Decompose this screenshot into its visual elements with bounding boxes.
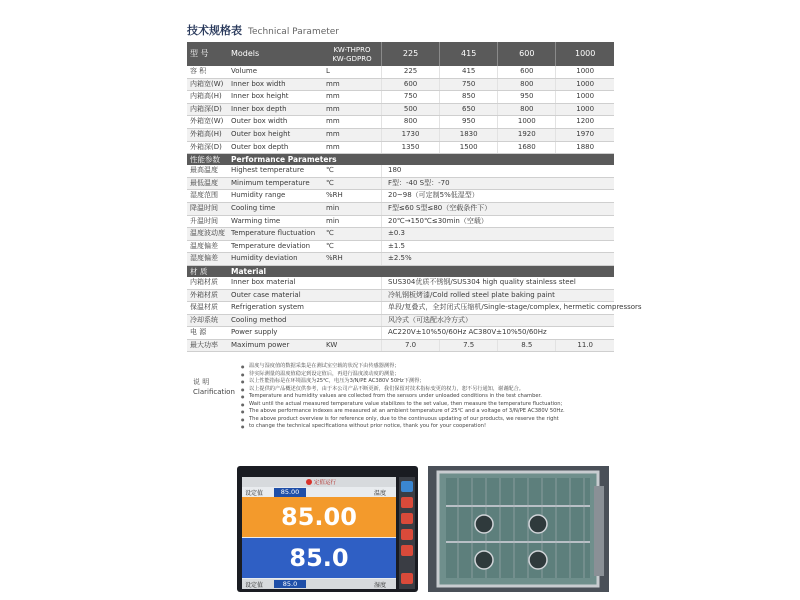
row-value: 950 [440, 116, 498, 129]
row-unit: mm [320, 116, 382, 129]
clarification-label [193, 377, 233, 397]
row-value: 750 [382, 91, 440, 104]
table-row [187, 314, 614, 327]
row-value: ±1.5 [382, 240, 615, 253]
table-row [187, 277, 614, 289]
header-size-415: 415 [440, 42, 498, 66]
header-model-series [320, 42, 382, 66]
table-row [187, 91, 614, 104]
row-label-en: Temperature deviation [228, 240, 320, 253]
row-label-zh: 湿度范围 [187, 190, 228, 203]
table-row [187, 228, 614, 241]
row-label-en: Maximum power [228, 339, 320, 352]
row-value: 1970 [556, 128, 614, 141]
clarification [187, 363, 614, 443]
clarification-note: ● 待实际测量的温度值稳定到设定值后，再进行温度波动度的测量； [241, 371, 613, 379]
set-label-humidity: 设定值 [245, 582, 264, 589]
chamber-interior-photo [428, 466, 609, 592]
table-row [187, 215, 614, 228]
section-performance [187, 154, 614, 166]
clarification-note: ● to change the technical specifications without prior notice, thank you for your cooperation! [241, 423, 613, 431]
side-button-4[interactable] [401, 529, 413, 540]
section-performance-zh: 性能参数 [187, 154, 228, 166]
spec-title [187, 22, 339, 38]
row-label-en: Volume [228, 66, 320, 78]
header-row [187, 42, 614, 66]
row-label-en: Inner box material [228, 277, 320, 289]
row-value: 冷轧钢板烤漆/Cold rolled steel plate baking paint [382, 289, 615, 302]
header-en: Models [228, 42, 320, 66]
row-value: ±2.5% [382, 253, 615, 266]
controller-side-panel [399, 477, 415, 589]
row-label-zh: 冷却系统 [187, 314, 228, 327]
unit-label-humidity: 湿度 [374, 582, 387, 589]
row-label-en: Outer case material [228, 289, 320, 302]
model-line-2: KW-GDPRO [332, 55, 372, 63]
row-label-en: Cooling time [228, 202, 320, 215]
row-value: 1000 [498, 116, 556, 129]
row-label-zh: 内箱高(H) [187, 91, 228, 104]
row-value: 风冷式（可选配水冷方式） [382, 314, 615, 327]
row-value: 225 [382, 66, 440, 78]
set-value-temp: 85.00 [274, 488, 306, 497]
row-label-zh: 外箱材质 [187, 289, 228, 302]
screen-top-bar [242, 477, 396, 487]
section-material [187, 265, 614, 277]
clarification-notes [241, 363, 613, 431]
row-value: F型：-40 S型：-70 [382, 177, 615, 190]
row-value: 600 [382, 78, 440, 91]
row-value: 单段/复叠式，全封闭式压缩机/Single-stage/complex, hermetic compressors [382, 302, 615, 315]
row-label-zh: 外箱高(H) [187, 128, 228, 141]
row-label-zh: 温度波动度 [187, 228, 228, 241]
table-row [187, 128, 614, 141]
row-label-en: Warming time [228, 215, 320, 228]
row-label-zh: 内箱深(D) [187, 103, 228, 116]
row-label-en: Inner box depth [228, 103, 320, 116]
clarification-note: ● Temperature and humidity values are collected from the sensors under unloaded conditions in the test chamber. [241, 393, 613, 401]
row-unit: mm [320, 91, 382, 104]
row-value: 1000 [556, 91, 614, 104]
row-unit: mm [320, 78, 382, 91]
header-size-225: 225 [382, 42, 440, 66]
unit-label-temp: 温度 [374, 490, 387, 497]
row-unit: %RH [320, 190, 382, 203]
row-unit: KW [320, 339, 382, 352]
row-label-en: Highest temperature [228, 165, 320, 177]
section-material-zh: 材 质 [187, 265, 228, 277]
row-unit [320, 289, 382, 302]
row-unit [320, 314, 382, 327]
model-line-1: KW-THPRO [333, 46, 371, 54]
row-value: 8.5 [498, 339, 556, 352]
table-row [187, 116, 614, 129]
row-value: 850 [440, 91, 498, 104]
row-unit [320, 327, 382, 340]
row-label-en: Outer box width [228, 116, 320, 129]
run-mode-label: 定值运行 [314, 480, 337, 486]
row-value: 1200 [556, 116, 614, 129]
table-row [187, 165, 614, 177]
row-value: ±0.3 [382, 228, 615, 241]
clarification-note: ● The above product overview is for reference only, due to the continuous updating of our products, we reserve the right [241, 416, 613, 424]
set-value-humidity: 85.0 [274, 580, 306, 588]
row-unit [320, 277, 382, 289]
row-label-en: Outer box height [228, 128, 320, 141]
row-value: 1730 [382, 128, 440, 141]
section-performance-en: Performance Parameters [228, 154, 614, 166]
row-unit: min [320, 215, 382, 228]
row-value: 800 [382, 116, 440, 129]
pv-temperature: 85.00 [242, 497, 396, 537]
row-value: 500 [382, 103, 440, 116]
table-row [187, 253, 614, 266]
set-label-temp: 设定值 [245, 490, 264, 497]
row-unit [320, 302, 382, 315]
table-row [187, 240, 614, 253]
row-label-zh: 温度偏差 [187, 240, 228, 253]
row-label-zh: 保温材质 [187, 302, 228, 315]
controller-screen [242, 477, 396, 589]
row-value: 7.5 [440, 339, 498, 352]
row-value: 7.0 [382, 339, 440, 352]
row-value: 1880 [556, 141, 614, 154]
side-button-1[interactable] [401, 481, 413, 492]
row-label-zh: 内箱材质 [187, 277, 228, 289]
row-unit: mm [320, 103, 382, 116]
row-value: 800 [498, 103, 556, 116]
clarification-note: ● 温度与湿度值的数据采集是在测试室空载的状况下由传感器测得； [241, 363, 613, 371]
row-label-zh: 最大功率 [187, 339, 228, 352]
row-label-en: Outer box depth [228, 141, 320, 154]
header-zh: 型 号 [187, 42, 228, 66]
table-row [187, 141, 614, 154]
row-value: 1000 [556, 66, 614, 78]
row-value: 1000 [556, 78, 614, 91]
row-label-en: Inner box height [228, 91, 320, 104]
clarification-note: ● The above performance indexes are measured at an ambient temperature of 25℃ and a voltage of 3/N/PE AC380V 50Hz. [241, 408, 613, 416]
row-value: 800 [498, 78, 556, 91]
row-unit: mm [320, 141, 382, 154]
row-value: 750 [440, 78, 498, 91]
row-label-zh: 外箱宽(W) [187, 116, 228, 129]
row-value: 950 [498, 91, 556, 104]
row-value: 1830 [440, 128, 498, 141]
chamber-interior-illustration [428, 466, 609, 592]
title-chinese: 技术规格表 [187, 24, 242, 37]
screen-bottom-bar [242, 579, 396, 589]
row-unit: L [320, 66, 382, 78]
side-button-3[interactable] [401, 513, 413, 524]
clarification-note: ● 以上提供的产品概述仅供参考，由于本公司产品不断更新，我们保留对技术指标变更的权力，恕不另行通知，谢谢配合。 [241, 386, 613, 394]
row-label-en: Inner box width [228, 78, 320, 91]
clarification-label-zh: 说 明 [193, 378, 210, 386]
pv-humidity: 85.0 [242, 538, 396, 578]
row-label-zh: 最低温度 [187, 177, 228, 190]
row-value: 20℃→150℃≤30min（空载） [382, 215, 615, 228]
table-row [187, 289, 614, 302]
row-unit: ℃ [320, 240, 382, 253]
table-row [187, 103, 614, 116]
table-row [187, 190, 614, 203]
table-row [187, 78, 614, 91]
side-button-2[interactable] [401, 497, 413, 508]
row-label-zh: 容 积 [187, 66, 228, 78]
row-label-en: Refrigeration system [228, 302, 320, 315]
row-label-en: Humidity range [228, 190, 320, 203]
row-unit: mm [320, 128, 382, 141]
row-value: AC220V±10%50/60Hz AC380V±10%50/60Hz [382, 327, 615, 340]
clarification-label-en: Clarification [193, 388, 235, 396]
title-english: Technical Parameter [248, 27, 340, 37]
row-value: 1920 [498, 128, 556, 141]
row-unit: %RH [320, 253, 382, 266]
header-size-600: 600 [498, 42, 556, 66]
controller-photo [237, 466, 418, 592]
table-row [187, 202, 614, 215]
row-value: 650 [440, 103, 498, 116]
table-row [187, 177, 614, 190]
row-label-en: Power supply [228, 327, 320, 340]
row-label-en: Humidity deviation [228, 253, 320, 266]
row-label-en: Cooling method [228, 314, 320, 327]
clarification-note: ● 以上性能指标是在环境温度为25℃，电压为3/N/PE AC380V 50Hz下测得； [241, 378, 613, 386]
row-value: 415 [440, 66, 498, 78]
row-value: 1680 [498, 141, 556, 154]
row-value: 1350 [382, 141, 440, 154]
row-value: 20~98（可定制5%低湿型） [382, 190, 615, 203]
row-label-zh: 最高温度 [187, 165, 228, 177]
row-value: SUS304优质不锈钢/SUS304 high quality stainless steel [382, 277, 615, 289]
row-unit: ℃ [320, 177, 382, 190]
row-label-en: Minimum temperature [228, 177, 320, 190]
row-label-zh: 内箱宽(W) [187, 78, 228, 91]
side-button-6[interactable] [401, 573, 413, 584]
table-row [187, 302, 614, 315]
table-row [187, 339, 614, 352]
row-label-zh: 降温时间 [187, 202, 228, 215]
clarification-note: ● Wait until the actual measured temperature value stabilizes to the set value, then measure the temperature fluctuation; [241, 401, 613, 409]
row-value: 180 [382, 165, 615, 177]
row-label-zh: 湿度偏差 [187, 253, 228, 266]
header-size-1000: 1000 [556, 42, 614, 66]
row-value: 11.0 [556, 339, 614, 352]
status-led-icon [306, 479, 312, 485]
spec-table [187, 42, 642, 352]
row-label-zh: 外箱深(D) [187, 141, 228, 154]
row-value: 600 [498, 66, 556, 78]
row-unit: ℃ [320, 165, 382, 177]
table-row [187, 66, 614, 78]
row-unit: ℃ [320, 228, 382, 241]
row-label-zh: 电 源 [187, 327, 228, 340]
side-button-5[interactable] [401, 545, 413, 556]
section-material-en: Material [228, 265, 614, 277]
row-unit: min [320, 202, 382, 215]
table-row [187, 327, 614, 340]
row-value: 1500 [440, 141, 498, 154]
row-value: F型≤60 S型≤80（空载条件下） [382, 202, 615, 215]
row-label-en: Temperature fluctuation [228, 228, 320, 241]
row-label-zh: 升温时间 [187, 215, 228, 228]
row-value: 1000 [556, 103, 614, 116]
